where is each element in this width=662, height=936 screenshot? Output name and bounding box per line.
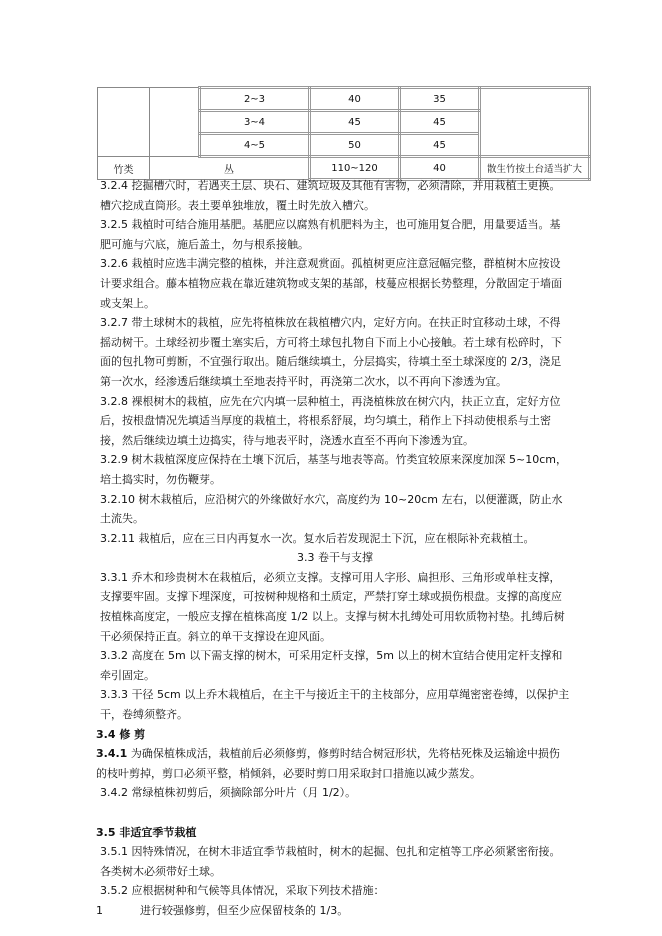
paragraph-3-2-4: 3.2.4 挖掘槽穴时，若遇夹土层、块石、建筑垃圾及其他有害物，必须清除，并用栽植土更换。槽穴挖成直筒形。表土要单独堆放，覆土时先放入槽穴。 bbox=[100, 179, 561, 212]
paragraph-3-4-1 bbox=[96, 744, 570, 783]
paragraph-3-3-1: 3.3.1 乔木和珍贵树木在栽植后，必须立支撑。支撑可用人字形、扁担形、三角形或单柱支撑，支撑要牢固。支撑下埋深度，可按树种规格和土质定，严禁打穿土球或损伤根盘。支撑的高度应按植株高度定，一般应支撑在植株高度 1/2 以上。支撑与树木扎缚处可用软质物衬垫。扎缚后树干必须保持正直。斜立的单干支撑设在迎风面。 bbox=[100, 570, 565, 643]
table-cell-type: 竹类 bbox=[98, 157, 150, 180]
list-item-number: 1 bbox=[96, 903, 103, 917]
table-cell-value: 40 bbox=[400, 157, 480, 180]
table-cell-value: 45 bbox=[310, 111, 400, 134]
table-cell-value: 45 bbox=[400, 111, 480, 134]
paragraph-text: 为确保植株成活，栽植前后必须修剪，修剪时结合树冠形状，先将枯死株及运输途中损伤的枝叶剪掉，剪口必须平整，梢倾斜，必要时剪口用采取封口措施以减少蒸发。 bbox=[96, 747, 560, 780]
table-cell-spec: 2~3 bbox=[200, 88, 310, 111]
table-cell-note: 散生竹按土台适当扩大 bbox=[480, 157, 590, 180]
section-heading-3-3: 3.3 卷干与支撑 bbox=[297, 551, 373, 565]
section-heading-3-5: 3.5 非适宜季节栽植 bbox=[96, 825, 197, 839]
table-cell-value: 40 bbox=[310, 88, 400, 111]
paragraph-3-2-11: 3.2.11 栽植后，应在三日内再复水一次。复水后若发现泥土下沉，应在根际补充栽植土。 bbox=[100, 531, 535, 545]
paragraph-number: 3.4.1 bbox=[96, 747, 128, 761]
paragraph-3-2-7: 3.2.7 带土球树木的栽植，应先将植株放在栽植槽穴内，定好方向。在扶正时宜移动土球，不得摇动树干。土球经初步覆土塞实后，方可将土球包扎物自下而上小心接触。若土球有松碎时，下面的包扎物可剪断，不宜强行取出。随后继续填土，分层捣实，待填土至土球深度的 2/3，浇足第一次水，经渗透后继续填土至地表持平时，再浇第二次水，以不再向下渗透为宜。 bbox=[100, 316, 562, 388]
paragraph-3-2-9: 3.2.9 树木栽植深度应保持在土壤下沉后，基茎与地表等高。竹类宜较原来深度加深 5~10cm，培土捣实时，勿伤鞭芽。 bbox=[100, 453, 567, 486]
paragraph-3-3-3: 3.3.3 干径 5cm 以上乔木栽植后，在主干与接近主干的主枝部分，应用草绳密密卷缚，以保护主干，卷缚须整齐。 bbox=[100, 688, 570, 722]
table-row bbox=[98, 88, 590, 111]
table-cell-value: 45 bbox=[400, 134, 480, 157]
paragraph-3-4-2: 3.4.2 常绿植株初剪后，须摘除部分叶片（月 1/2）。 bbox=[100, 786, 357, 800]
table-cell-value: 110~120 bbox=[310, 157, 400, 180]
table-cell-empty bbox=[150, 88, 200, 157]
paragraph-3-2-10: 3.2.10 树木栽植后，应沿树穴的外缘做好水穴，高度约为 10~20cm 左右，以便灌溉，防止水土流失。 bbox=[100, 492, 563, 526]
planting-spec-table bbox=[97, 86, 591, 181]
table-cell-spec: 3~4 bbox=[200, 111, 310, 134]
table-cell-value: 50 bbox=[310, 134, 400, 157]
table-cell-spec: 4~5 bbox=[200, 134, 310, 157]
table-cell-empty bbox=[98, 88, 150, 157]
list-item-text: 进行较强修剪，但至少应保留枝条的 1/3。 bbox=[140, 903, 349, 917]
paragraph-3-2-6: 3.2.6 栽植时应选丰满完整的植株，并注意观赏面。孤植树更应注意冠幅完整，群植树木应按设计要求组合。藤本植物应栽在靠近建筑物或支架的基部，枝蔓应根据长势整理，分散固定于墙面或支架上。 bbox=[100, 257, 562, 310]
paragraph-3-5-2: 3.5.2 应根据树种和气候等具体情况，采取下列技术措施： bbox=[100, 884, 385, 898]
table-cell-value: 35 bbox=[400, 88, 480, 111]
paragraph-3-2-5: 3.2.5 栽植时可结合施用基肥。基肥应以腐熟有机肥料为主，也可施用复合肥，用量要适当。基肥可施与穴底，施后盖土，勿与根系接触。 bbox=[100, 218, 561, 251]
list-item bbox=[96, 901, 570, 921]
table-cell-empty bbox=[480, 88, 590, 157]
table-cell-spec: 丛 bbox=[150, 157, 310, 180]
paragraph-3-2-8: 3.2.8 裸根树木的栽植，应先在穴内填一层种植土，再浇植株放在树穴内，扶正立直，定好方位后，按根盘情况先填适当厚度的栽植土，将根系舒展，均匀填土，稍作上下抖动使根系与土密接，然后继续边填土边捣实，待与地表平时，浇透水直至不再向下渗透为宜。 bbox=[100, 394, 561, 447]
paragraph-3-3-2: 3.3.2 高度在 5m 以下需支撑的树木，可采用定杆支撑，5m 以上的树木宜结合使用定杆支撑和牵引固定。 bbox=[100, 649, 563, 682]
spacer bbox=[100, 803, 570, 823]
body-text bbox=[96, 176, 570, 921]
section-heading-3-4: 3.4 修 剪 bbox=[96, 727, 146, 741]
paragraph-3-5-1: 3.5.1 因特殊情况，在树木非适宜季节栽植时，树木的起掘、包扎和定植等工序必须紧密衔接。各类树木必须带好土球。 bbox=[100, 845, 561, 878]
